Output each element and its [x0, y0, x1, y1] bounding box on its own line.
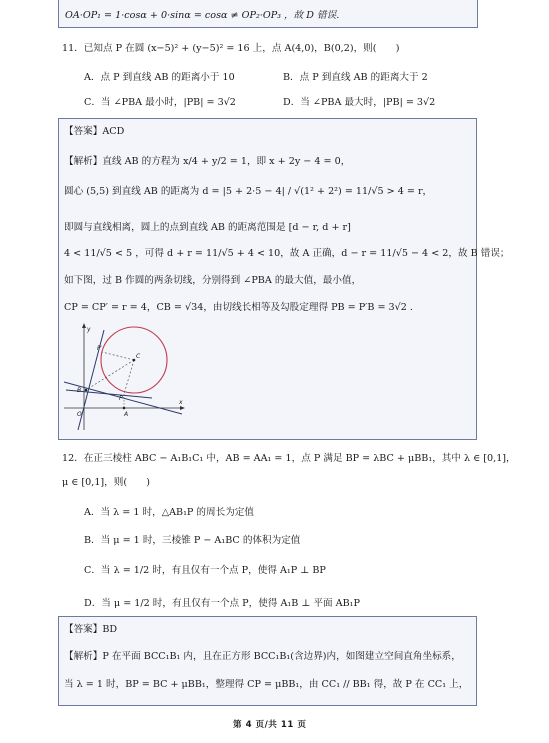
q11-figure [62, 322, 192, 432]
label-x: x [179, 399, 183, 406]
q11-stem: 11．已知点 P 在圆 (x−5)² + (y−5)² = 16 上，点 A(4,0)，B(0,2)，则( ) [62, 43, 400, 54]
label-y: y [87, 326, 91, 333]
point-a [123, 407, 126, 410]
segment-cb [86, 360, 134, 390]
q11-option-a: A．点 P 到直线 AB 的距离小于 10 [84, 72, 235, 83]
q11-option-b: B．点 P 到直线 AB 的距离大于 2 [283, 72, 428, 83]
line-ab [64, 382, 182, 414]
q11-option-d: D．当 ∠PBA 最大时，|PB| = 3√2 [283, 97, 436, 108]
y-axis-arrow [82, 323, 86, 328]
q11-answer: 【答案】ACD [64, 126, 125, 137]
label-b: B [77, 387, 82, 394]
q12-answer: 【答案】BD [64, 624, 118, 635]
q12-stem-line1: 12．在正三棱柱 ABC − A₁B₁C₁ 中，AB = AA₁ = 1，点 P 满足 BP = λBC + μBB₁，其中 λ ∈ [0,1]， [62, 453, 516, 464]
point-c [133, 359, 136, 362]
q11-option-c: C．当 ∠PBA 最小时，|PB| = 3√2 [84, 97, 236, 108]
prev-solution-line: OA·OP₁ = 1·cosα + 0·sinα = cosα ≠ OP₂·OP₃ ，故 D 错误. [65, 10, 340, 21]
q12-option-d: D．当 μ = 1/2 时，有且仅有一个点 P，使得 A₁B ⊥ 平面 AB₁P [84, 598, 360, 609]
q12-analysis-1: 【解析】P 在平面 BCC₁B₁ 内，且在正方形 BCC₁B₁(含边界)内，如图建立空间直角坐标系， [64, 651, 461, 662]
label-a: A [124, 411, 129, 418]
radius-cp1 [102, 352, 134, 360]
q12-option-b: B．当 μ = 1 时，三棱锥 P − A₁BC 的体积为定值 [84, 535, 301, 546]
q11-analysis-1: 【解析】直线 AB 的方程为 x/4 + y/2 = 1，即 x + 2y − 4 = 0， [64, 156, 351, 167]
q11-analysis-2: 圆心 (5,5) 到直线 AB 的距离为 d = |5 + 2·5 − 4| / √(1² + 2²) = 11/√5 > 4 = r， [64, 186, 433, 197]
x-axis-arrow [180, 406, 185, 410]
label-o: O [77, 411, 82, 418]
q11-analysis-4: 4 < 11/√5 < 5 ，可得 d + r = 11/√5 + 4 < 10，故 A 正确，d − r = 11/√5 − 4 < 2，故 B 错误； [64, 248, 510, 259]
q12-option-a: A．当 λ = 1 时，△AB₁P 的周长为定值 [84, 507, 254, 518]
label-p: P [119, 395, 123, 402]
label-c: C [136, 353, 141, 360]
q11-analysis-5: 如下图，过 B 作圆的两条切线，分别得到 ∠PBA 的最大值，最小值， [64, 275, 362, 286]
q12-stem-line2: μ ∈ [0,1]，则( ) [62, 477, 151, 488]
page-number: 第 4 页/共 11 页 [233, 720, 307, 730]
q12-option-c: C．当 λ = 1/2 时，有且仅有一个点 P，使得 A₁P ⊥ BP [84, 565, 326, 576]
label-p1: P′ [97, 345, 102, 352]
q11-analysis-3: 即圆与直线相离，圆上的点到直线 AB 的距离范围是 [d − r, d + r] [64, 222, 351, 233]
point-b [85, 389, 88, 392]
q11-analysis-6: CP = CP′ = r = 4，CB = √34，由切线长相等及勾股定理得 PB = P′B = 3√2 . [64, 302, 413, 313]
q12-analysis-2: 当 λ = 1 时，BP = BC + μBB₁，整理得 CP = μBB₁，由 CC₁ // BB₁ 得，故 P 在 CC₁ 上， [64, 679, 469, 690]
